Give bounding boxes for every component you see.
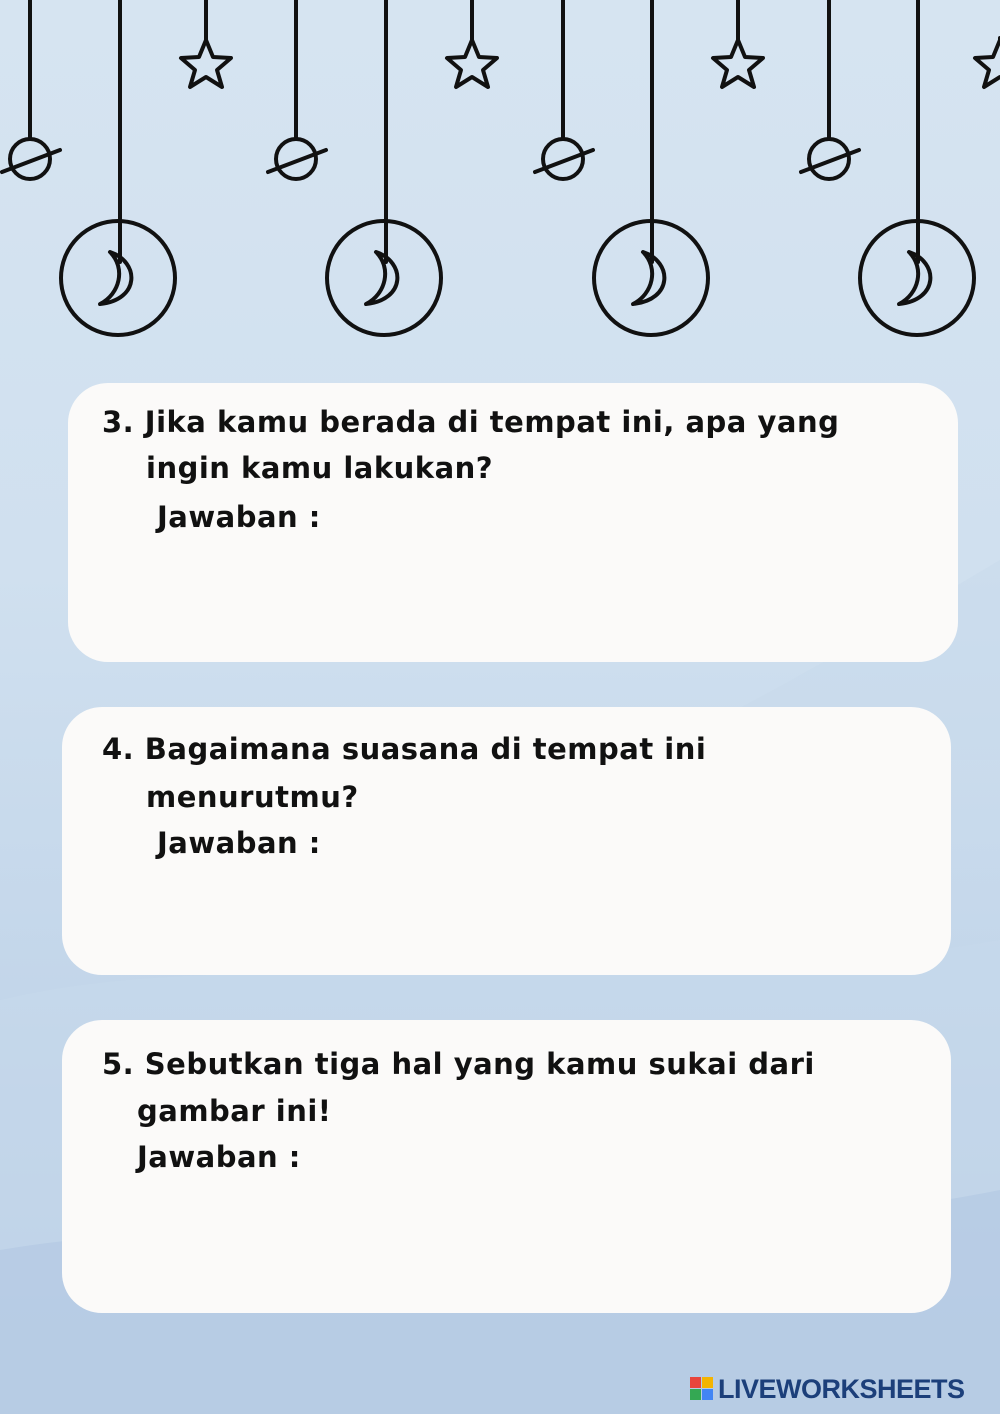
question-5-line2: gambar ini!	[137, 1094, 332, 1128]
answer-area-3[interactable]	[100, 545, 920, 640]
liveworksheets-watermark	[690, 1372, 965, 1406]
watermark-text: LIVEWORKSHEETS	[718, 1373, 965, 1404]
moon-icon	[594, 0, 708, 335]
moon-icon	[327, 0, 441, 335]
moon-icon	[860, 0, 974, 335]
answer-area-4[interactable]	[100, 870, 920, 955]
moon-icon	[61, 0, 175, 335]
question-4-line1: 4. Bagaimana suasana di tempat ini	[102, 732, 707, 766]
planet-icon	[535, 0, 593, 179]
question-3-line1: 3. Jika kamu berada di tempat ini, apa yang	[102, 405, 840, 439]
answer-label-4: Jawaban :	[157, 826, 321, 860]
question-3-line2: ingin kamu lakukan?	[146, 451, 494, 485]
liveworksheets-logo-icon	[690, 1377, 714, 1401]
planet-icon	[268, 0, 326, 179]
planet-icon	[801, 0, 859, 179]
question-5-line1: 5. Sebutkan tiga hal yang kamu sukai dari	[102, 1047, 815, 1081]
planet-icon	[2, 0, 60, 179]
star-icon	[975, 38, 1000, 87]
star-icon	[447, 0, 497, 87]
answer-area-5[interactable]	[100, 1185, 920, 1290]
answer-label-5: Jawaban :	[137, 1140, 301, 1174]
question-4-line2: menurutmu?	[146, 780, 359, 814]
star-icon	[181, 0, 231, 87]
star-icon	[713, 0, 763, 87]
answer-label-3: Jawaban :	[157, 500, 321, 534]
hanging-decorations	[0, 0, 1000, 360]
